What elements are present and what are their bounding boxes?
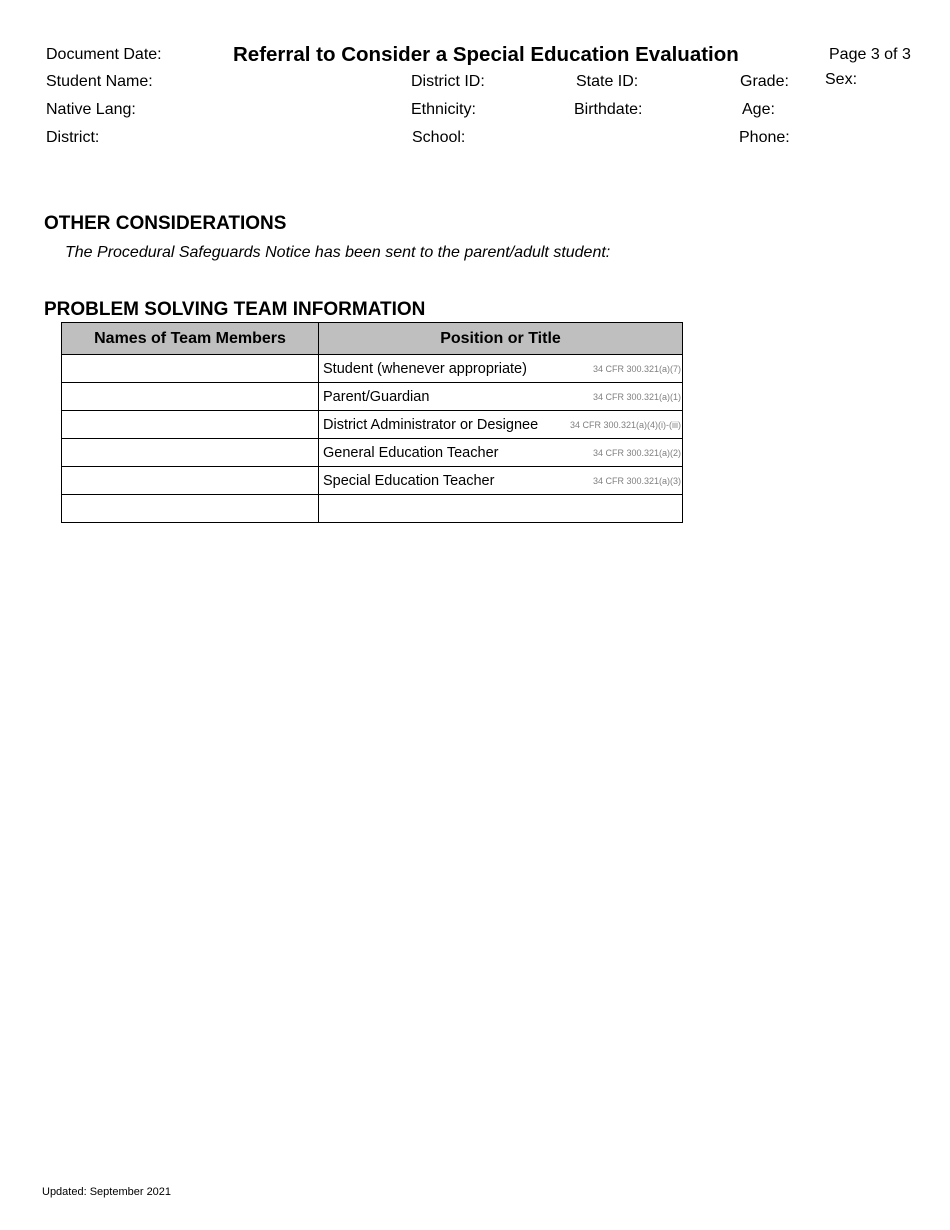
position-field[interactable] [319, 495, 683, 523]
table-row [62, 495, 683, 523]
cfr-citation: 34 CFR 300.321(a)(1) [592, 391, 681, 402]
table-row [62, 383, 683, 411]
position-cell [319, 383, 683, 411]
team-member-name-field[interactable] [62, 495, 319, 523]
document-date-label: Document Date: [46, 46, 162, 63]
position-title: Parent/Guardian [323, 388, 430, 405]
team-member-name-field[interactable] [62, 411, 319, 439]
cfr-citation: 34 CFR 300.321(a)(4)(i)-(iii) [569, 419, 681, 430]
page-number: Page 3 of 3 [829, 46, 911, 63]
team-table-header-row [62, 323, 683, 355]
district-label: District: [46, 129, 100, 146]
position-column-header: Position or Title [319, 323, 683, 355]
table-row [62, 355, 683, 383]
state-id-label: State ID: [576, 73, 639, 90]
team-member-name-field[interactable] [62, 467, 319, 495]
page-title: Referral to Consider a Special Education Evaluation [233, 43, 739, 66]
position-cell [319, 467, 683, 495]
age-label: Age: [742, 101, 775, 118]
position-title: Special Education Teacher [323, 472, 495, 489]
position-title: General Education Teacher [323, 444, 499, 461]
procedural-safeguards-notice: The Procedural Safeguards Notice has been sent to the parent/adult student: [65, 244, 611, 261]
team-member-name-field[interactable] [62, 355, 319, 383]
table-row [62, 467, 683, 495]
updated-footer: Updated: September 2021 [42, 1186, 172, 1198]
other-considerations-heading: OTHER CONSIDERATIONS [44, 213, 287, 234]
birthdate-label: Birthdate: [574, 101, 643, 118]
position-cell [319, 439, 683, 467]
table-row [62, 411, 683, 439]
position-cell [319, 411, 683, 439]
phone-label: Phone: [739, 129, 790, 146]
cfr-citation: 34 CFR 300.321(a)(3) [592, 475, 681, 486]
sex-label: Sex: [825, 71, 858, 88]
team-members-table [61, 322, 683, 523]
table-row [62, 439, 683, 467]
district-id-label: District ID: [411, 73, 485, 90]
cfr-citation: 34 CFR 300.321(a)(2) [592, 447, 681, 458]
student-name-label: Student Name: [46, 73, 153, 90]
names-column-header: Names of Team Members [62, 323, 319, 355]
position-title: Student (whenever appropriate) [323, 360, 527, 377]
position-cell [319, 355, 683, 383]
team-info-heading: PROBLEM SOLVING TEAM INFORMATION [44, 299, 426, 320]
team-member-name-field[interactable] [62, 439, 319, 467]
native-lang-label: Native Lang: [46, 101, 136, 118]
ethnicity-label: Ethnicity: [411, 101, 476, 118]
school-label: School: [412, 129, 466, 146]
position-title: District Administrator or Designee [323, 416, 539, 433]
cfr-citation: 34 CFR 300.321(a)(7) [592, 363, 681, 374]
grade-label: Grade: [740, 73, 789, 90]
team-member-name-field[interactable] [62, 383, 319, 411]
